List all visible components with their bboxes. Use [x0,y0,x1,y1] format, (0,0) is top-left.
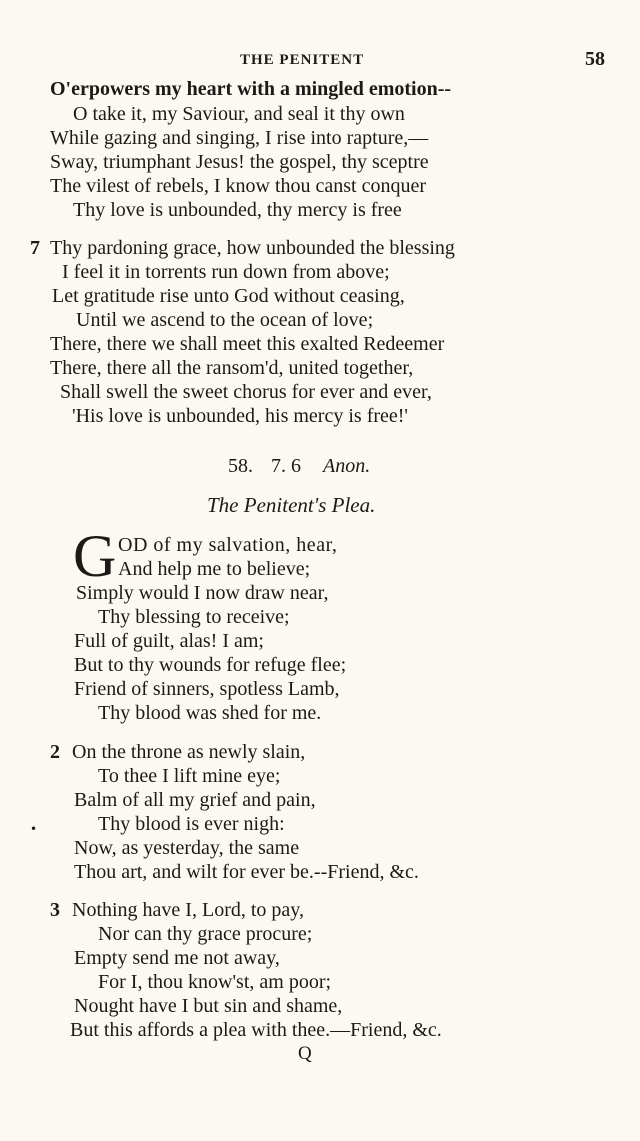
verse-number: 7 [30,237,40,259]
verse-line: Thy blessing to receive; [98,606,290,628]
verse-line: But to thy wounds for refuge flee; [74,654,347,676]
hymn-author: Anon. [323,455,371,477]
verse-line: Now, as yesterday, the same [74,837,300,859]
verse-line: On the throne as newly slain, [72,741,306,763]
verse-line: Thou art, and wilt for ever be.--Friend, &c. [74,861,419,883]
verse-line: Thy blood is ever nigh: [98,813,285,835]
verse-line: Shall swell the sweet chorus for ever and ever, [60,381,432,403]
verse-line: Thy blood was shed for me. [98,702,322,724]
hymn-number: 58. [228,455,253,477]
hymn-meter: 7. 6 [271,455,301,477]
verse-line: O take it, my Saviour, and seal it thy own [73,103,405,125]
margin-mark: • [30,822,38,836]
verse-line: Balm of all my grief and pain, [74,789,316,811]
hymn-heading [228,455,370,478]
verse-line: Full of guilt, alas! I am; [74,630,264,652]
verse-line: Let gratitude rise unto God without ceasing, [52,285,405,307]
verse-line: Sway, triumphant Jesus! the gospel, thy sceptre [50,151,429,173]
verse-line: And help me to believe; [118,558,311,580]
verse-line: Thy love is unbounded, thy mercy is free [73,199,402,221]
verse-line: Nor can thy grace procure; [98,923,313,945]
verse-line: O'erpowers my heart with a mingled emotion-- [50,78,452,100]
page-header [0,50,640,70]
verse-line: 'His love is unbounded, his mercy is free!' [72,405,409,427]
running-title: THE PENITENT [240,52,365,68]
verse-line: But this affords a plea with thee.—Friend, &c. [70,1019,442,1041]
verse-line: The vilest of rebels, I know thou canst conquer [50,175,427,197]
verse-line: Until we ascend to the ocean of love; [76,309,374,331]
verse-line: Nothing have I, Lord, to pay, [72,899,304,921]
verse-line: Empty send me not away, [74,947,280,969]
drop-cap: G [73,523,117,589]
verse-line: Friend of sinners, spotless Lamb, [74,678,340,700]
verse-line: Simply would I now draw near, [76,582,329,604]
verse-line: Nought have I but sin and shame, [74,995,343,1017]
verse-line: OD of my salvation, hear, [118,534,338,556]
verse-line: While gazing and singing, I rise into rapture,— [50,127,429,149]
verse-line: Thy pardoning grace, how unbounded the blessing [50,237,455,259]
verse-line: For I, thou know'st, am poor; [98,971,332,993]
hymn-title: The Penitent's Plea. [207,493,376,517]
verse-number: 2 [50,741,60,763]
signature-mark: Q [298,1043,312,1064]
verse-line: To thee I lift mine eye; [98,765,281,787]
verse-number: 3 [50,899,60,921]
verse-line: There, there we shall meet this exalted Redeemer [50,333,445,355]
verse-line: I feel it in torrents run down from above; [62,261,390,283]
page-number: 58 [585,48,605,70]
verse-line: There, there all the ransom'd, united together, [50,357,414,379]
